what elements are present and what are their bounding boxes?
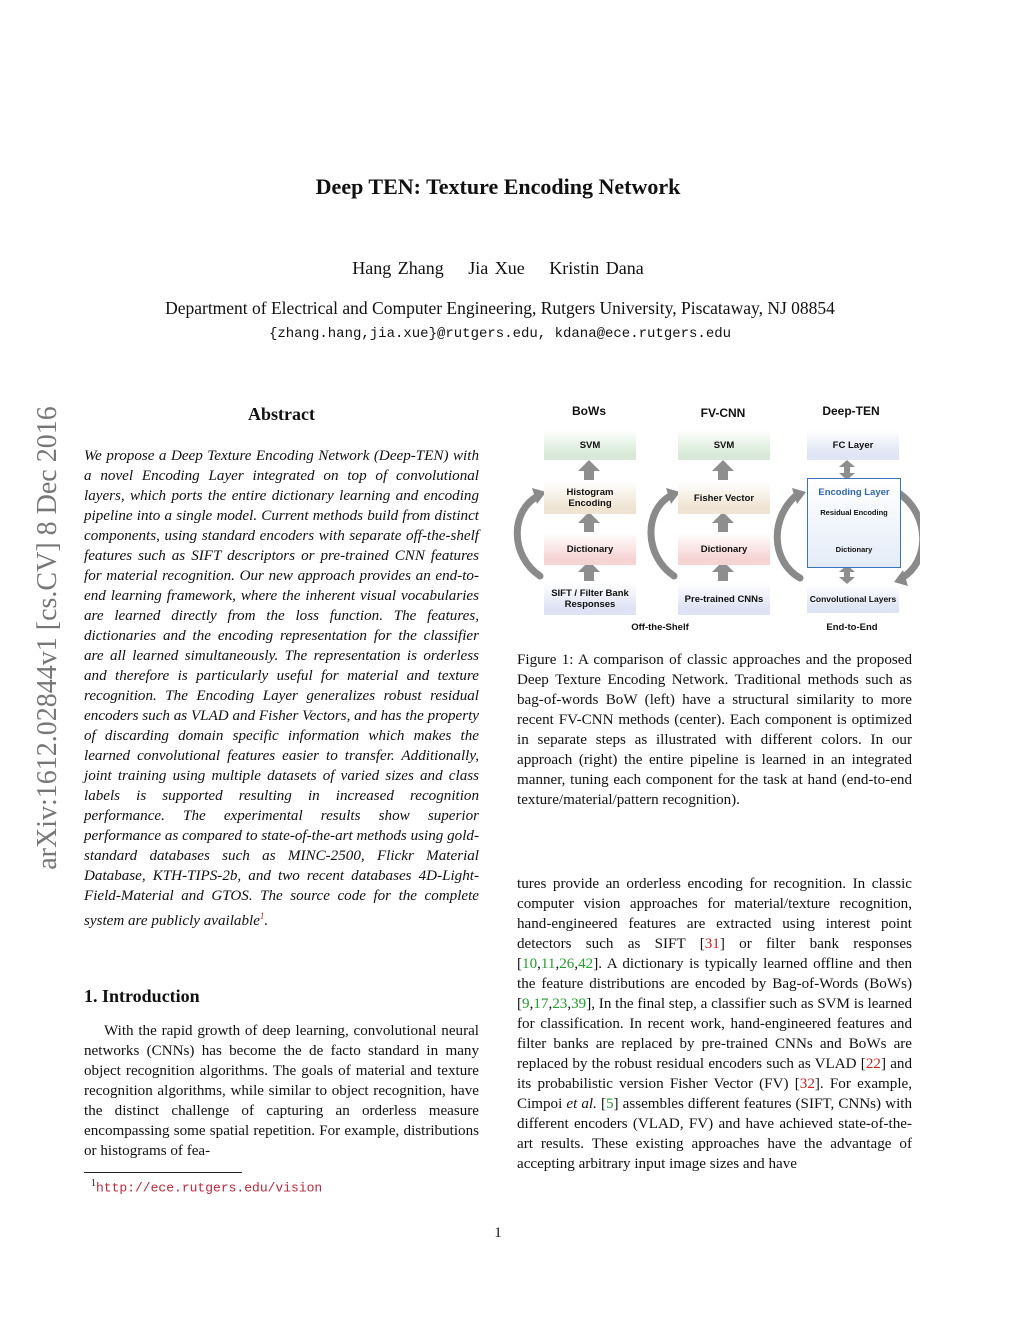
deepten-encoding-layer-box: [807, 478, 901, 568]
citation-link[interactable]: 9: [522, 996, 530, 1012]
author: Jia Xue: [468, 258, 525, 278]
end-to-end-label: End-to-End: [826, 622, 878, 633]
curved-arrow-left-3: [777, 494, 800, 578]
citation-link[interactable]: 39: [571, 996, 587, 1012]
intro-text: With the rapid growth of deep learning, convolutional neural networks (CNNs) has become the de facto standard in many object recognition algorithms. The goals of material and texture recognition algorithms, while similar to object recognition, have the distinct challenge of capturing an orderless measure encompassing some spatial repetition. For example, distributions or histograms of fea-: [84, 1023, 479, 1159]
fvcnn-svm: SVM: [678, 430, 770, 460]
up-arrow-icon: [578, 460, 600, 480]
curved-arrow-left-1: [517, 496, 540, 576]
double-arrow-icon: [839, 460, 855, 480]
bows-sift-filter-bank: SIFT / Filter Bank Responses: [544, 583, 636, 615]
text-run: [: [596, 1096, 606, 1112]
text-run: ] or filter bank responses [: [517, 936, 912, 972]
abstract-text: [84, 446, 479, 931]
footnote-mark: 1: [91, 1178, 96, 1189]
curved-arrow-right-down: [900, 494, 920, 578]
abstract-body: We propose a Deep Texture Encoding Network (Deep-TEN) with a novel Encoding Layer integrated on top of convolutional layers, which ports the entire dictionary learning and encoding pipeline into a single model. Current methods build from distinct components, using standard encoders with separate off-the-shelf features such as SIFT descriptors or pre-trained CNN features for material recognition. Our new approach provides an end-to-end learning framework, where the inherent visual vocabularies are learned directly from the loss function. The features, dictionaries and the encoding representation for the classifier are all learned simultaneously. The representation is orderless and therefore is particularly useful for material and texture recognition. The Encoding Layer generalizes robust residual encoders such as VLAD and Fisher Vectors, and has the property of discarding domain specific information which makes the learned convolutional features easier to transfer. Additionally, joint training using multiple datasets of varied sizes and class labels is supported resulting in increased recognition performance. The experimental results show superior performance as compared to state-of-the-art methods using gold-standard databases such as MINC-2500, Flickr Material Database, KTH-TIPS-2b, and two recent databases 4D-Light-Field-Material and GTOS. The source code for the complete system are publicly available: [84, 448, 479, 930]
deepten-fc-layer: FC Layer: [807, 430, 899, 460]
author-emails: {zhang.hang,jia.xue}@rutgers.edu, kdana@ece.rutgers.edu: [268, 326, 732, 342]
up-arrow-icon: [712, 460, 734, 480]
fvcnn-fisher-vector: Fisher Vector: [678, 482, 770, 514]
author-list: [0, 258, 996, 279]
text-run: ] and its probabilistic version Fisher Vector (FV) [: [517, 1056, 912, 1092]
column-title-fvcnn: FV-CNN: [700, 406, 746, 420]
column-title-deepten: Deep-TEN: [822, 404, 880, 418]
abstract-end: .: [264, 913, 269, 930]
paper-title: Deep TEN: Texture Encoding Network: [315, 174, 681, 199]
intro-continued: tures provide an orderless encoding for recognition. In classic computer vision approaches for material/texture recognition, hand-engineered features are extracted using interest point detectors such as SIFT [31] or filter bank responses [10,11,26,42]. A dictionary is typically learned offline and then the feature distributions are encoded by Bag-of-Words (BoWs) [9,17,23,39], In the final step, a classifier such as SVM is learned for classification. In recent work, hand-engineered features and filter banks are replaced by pre-trained CNNs and BoWs are replaced by the robust residual encoders such as VLAD [22] and its probabilistic version Fisher Vector (FV) [32]. For example, Cimpoi et al. [5] assembles different features (SIFT, CNNs) with different encoders (VLAD, FV) and have achieved state-of-the-art results. These existing approaches have the advantage of accepting arbitrary input image sizes and have: [517, 876, 912, 1172]
et-al: et al.: [566, 1096, 597, 1112]
fvcnn-dictionary: Dictionary: [678, 533, 770, 565]
up-arrow-icon: [578, 512, 600, 532]
text-run: tures provide an orderless encoding for recognition. In classic computer vision approaches for material/texture recognition, hand-engineered features are extracted using interest point detectors such as SIFT [: [517, 876, 912, 952]
footnote-link[interactable]: http://ece.rutgers.edu/vision: [96, 1180, 323, 1196]
citation-link[interactable]: 42: [578, 956, 594, 972]
citation-link[interactable]: 5: [605, 1096, 614, 1112]
citation-link[interactable]: 26: [559, 956, 575, 972]
intro-heading: 1. Introduction: [84, 986, 200, 1006]
footnote: [91, 1178, 322, 1195]
fvcnn-pretrained-cnns: Pre-trained CNNs: [678, 583, 770, 615]
author: Kristin Dana: [549, 258, 644, 278]
deepten-dictionary-label: Dictionary: [835, 545, 873, 554]
citation-link[interactable]: 22: [865, 1056, 881, 1072]
arxiv-stamp: arXiv:1612.02844v1 [cs.CV] 8 Dec 2016: [32, 406, 63, 870]
figure-1-caption: Figure 1: A comparison of classic approaches and the proposed Deep Texture Encoding Network. Traditional methods such as bag-of-words BoW (left) have a structural similarity to more recent FV-CNN methods (center). Each component is optimized in separate steps as illustrated with different colors. In our approach (right) the entire pipeline is learned in an integrated manner, tuning each component for the task at hand (end-to-end texture/material/pattern recognition).: [517, 652, 912, 808]
citation-link[interactable]: 11: [540, 956, 556, 972]
deepten-conv-layers: Convolutional Layers: [807, 585, 899, 613]
text-run: ]. A dictionary is typically learned offline and then the feature distributions are encoded by Bag-of-Words (BoWs) [: [517, 956, 912, 1012]
bows-histogram-encoding: Histogram Encoding: [544, 482, 636, 514]
column-title-bows: BoWs: [572, 404, 606, 418]
citation-link[interactable]: 32: [799, 1076, 815, 1092]
citation-link[interactable]: 17: [533, 996, 549, 1012]
encoding-layer-label: Encoding Layer: [818, 487, 890, 498]
author: Hang Zhang: [352, 258, 444, 278]
footnote-divider: [84, 1172, 242, 1173]
up-arrow-icon: [712, 512, 734, 532]
affiliation: Department of Electrical and Computer Engineering, Rutgers University, Piscataway, NJ 08854: [165, 298, 835, 318]
citation-link[interactable]: 23: [552, 996, 568, 1012]
citation-link[interactable]: 31: [704, 936, 720, 952]
abstract-heading: Abstract: [248, 404, 315, 424]
text-run: ]. For example, Cimpoi: [517, 1076, 912, 1112]
citation-link[interactable]: 10: [522, 956, 538, 972]
page-number: 1: [494, 1225, 502, 1241]
text-run: ], In the final step, a classifier such as SVM is learned for classification. In recent work, hand-engineered features and filter banks are replaced by pre-trained CNNs and BoWs are replaced by the robust residual encoders such as VLAD [: [517, 996, 912, 1072]
curved-arrow-left-2: [651, 496, 674, 576]
bows-svm: SVM: [544, 430, 636, 460]
text-run: ] assembles different features (SIFT, CNNs) with different encoders (VLAD, FV) and have achieved state-of-the-art results. These existing approaches have the advantage of accepting arbitrary input image sizes and have: [517, 1096, 912, 1172]
off-the-shelf-label: Off-the-Shelf: [631, 622, 689, 633]
bows-dictionary: Dictionary: [544, 533, 636, 565]
footnote-ref[interactable]: 1: [259, 911, 265, 921]
figure-1-diagram: [510, 396, 920, 641]
residual-encoding-label: Residual Encoding: [820, 508, 888, 517]
